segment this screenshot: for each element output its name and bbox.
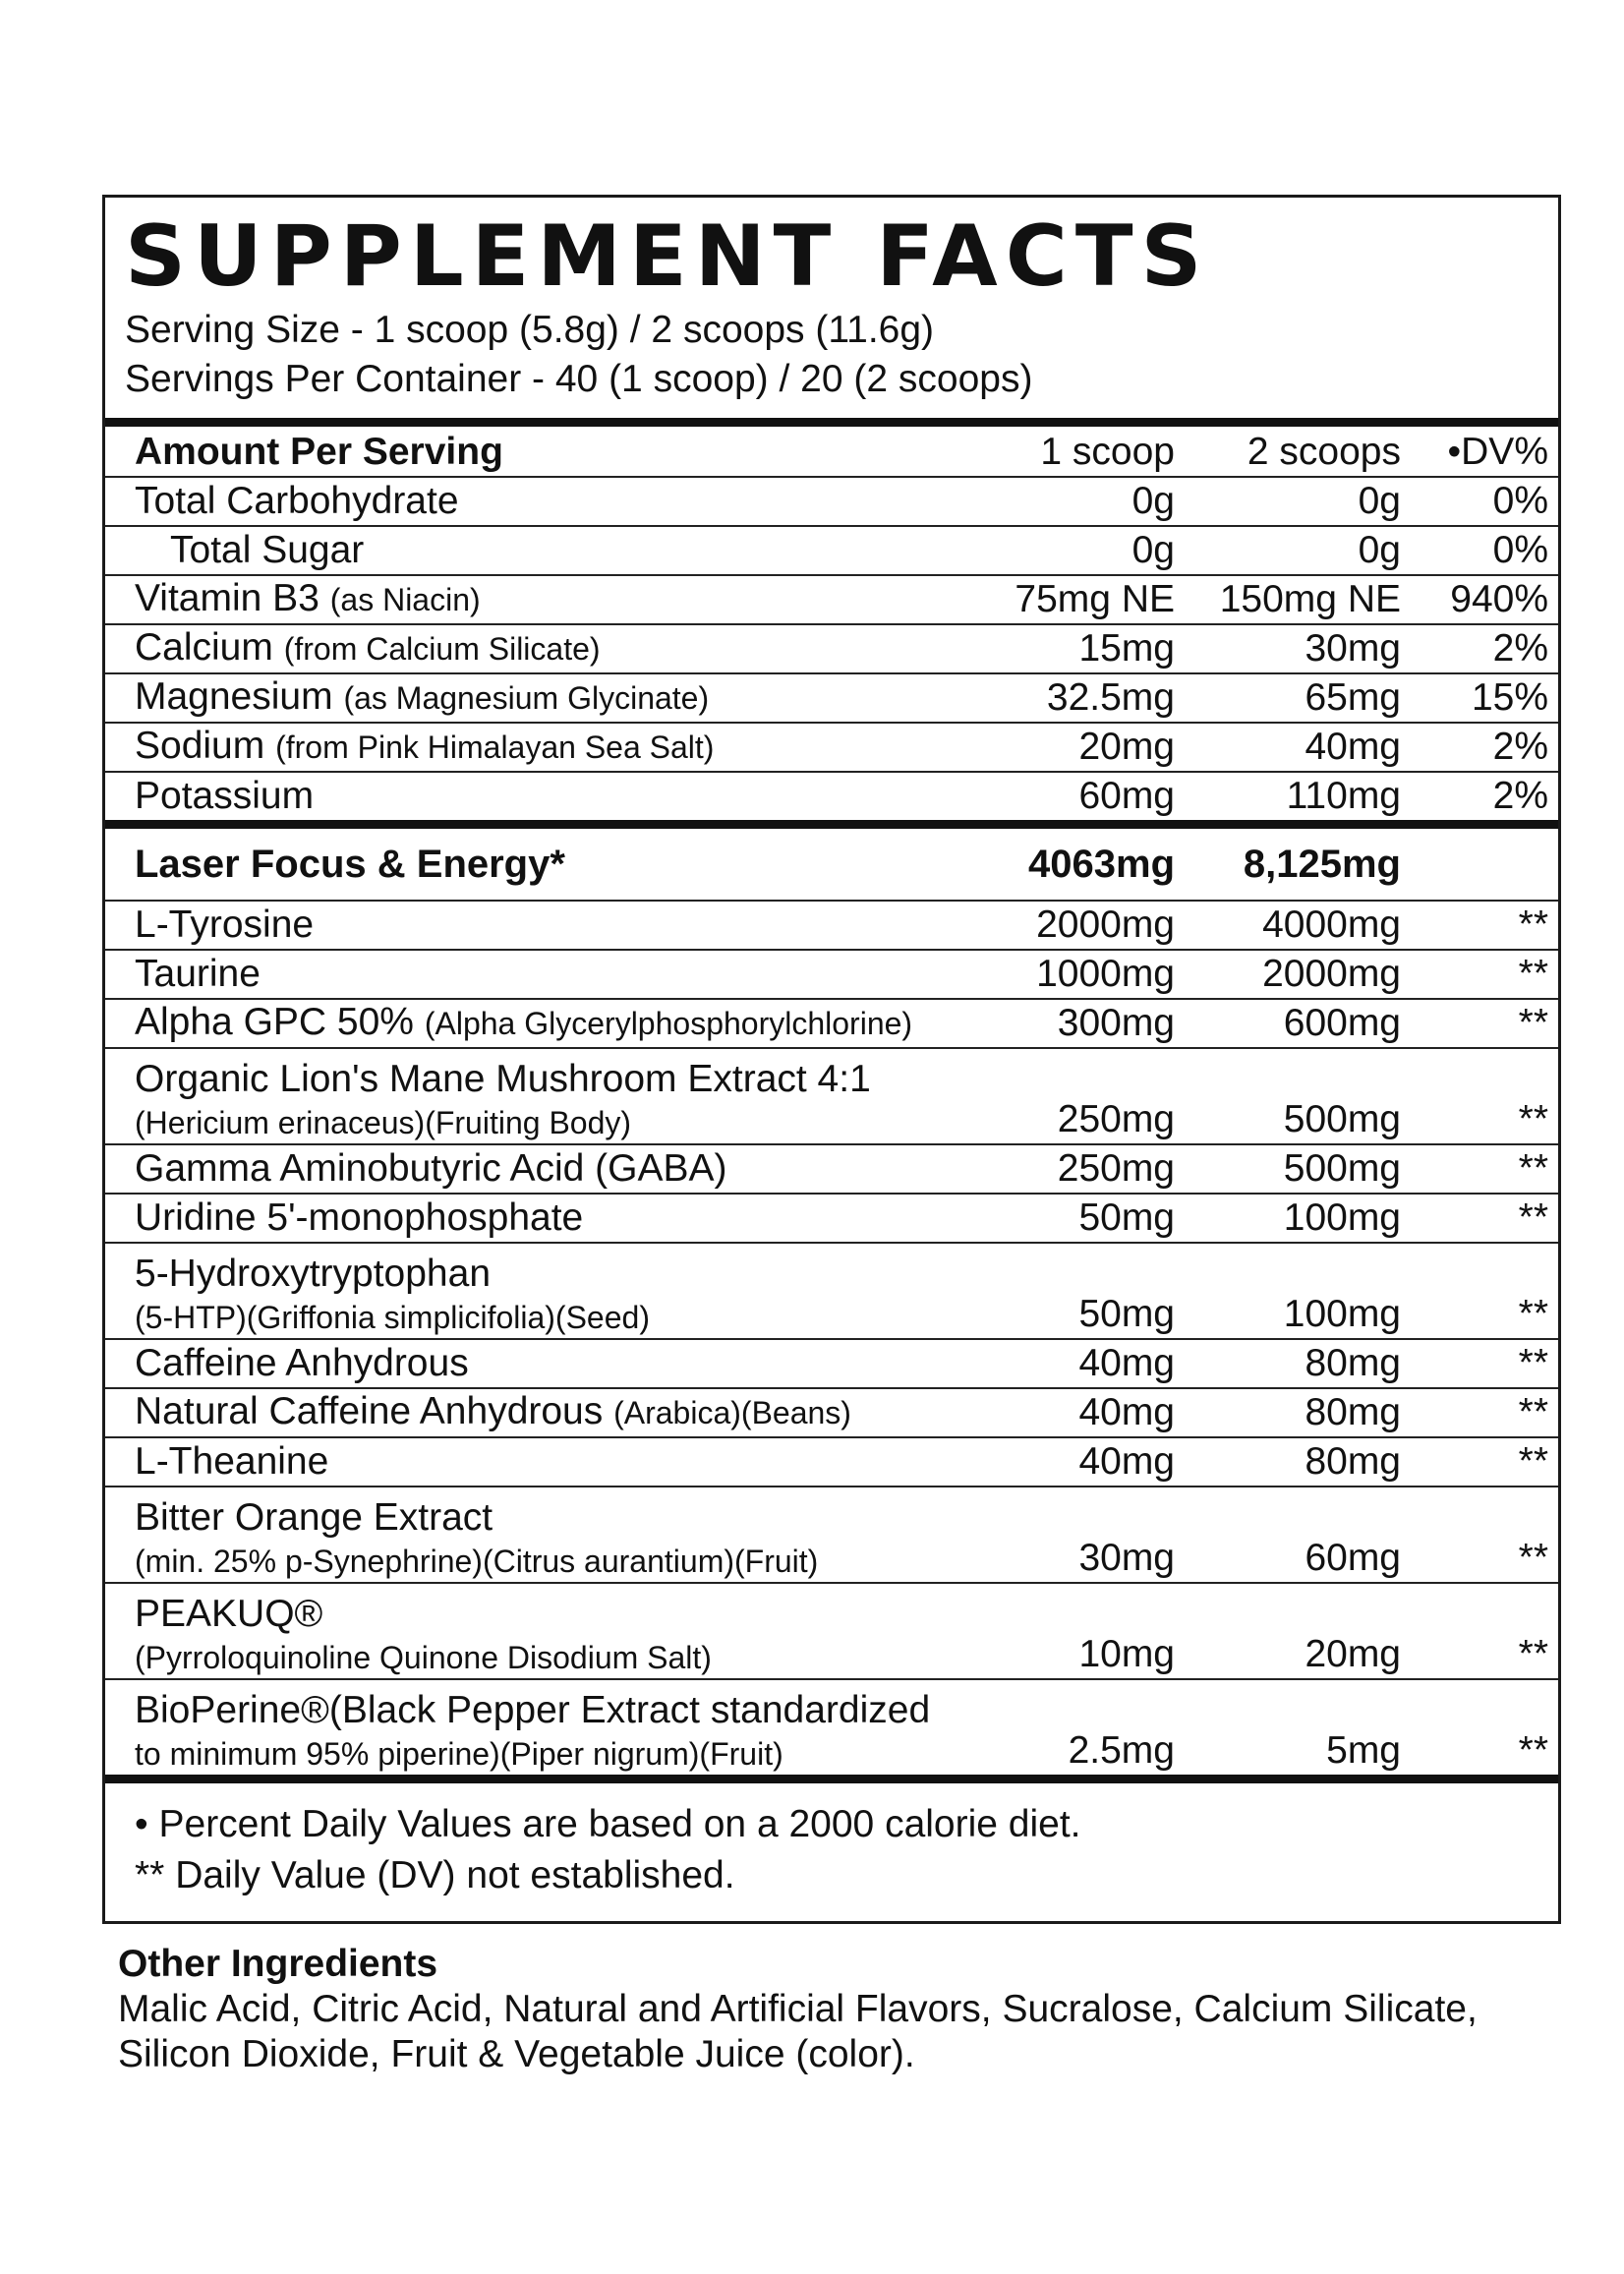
footnotes xyxy=(105,1783,1558,1921)
amount-two-scoops: 80mg xyxy=(1305,1342,1401,1384)
amount-one-scoop: 50mg xyxy=(1078,1293,1175,1335)
amount-two-scoops: 4000mg xyxy=(1262,904,1401,946)
daily-value: 2% xyxy=(1492,627,1548,670)
ingredient-name-main: L-Tyrosine xyxy=(135,904,315,946)
amount-two-scoops: 150mg NE xyxy=(1219,578,1401,620)
amount-two-scoops: 80mg xyxy=(1305,1440,1401,1483)
col-dv-header: •DV% xyxy=(1447,431,1548,473)
ingredient-row xyxy=(105,900,1558,949)
amount-two-scoops: 500mg xyxy=(1283,1098,1401,1140)
ingredient-name-main: Sodium xyxy=(135,725,265,767)
amount-two-scoops: 65mg xyxy=(1305,676,1401,719)
amount-per-serving-label: Amount Per Serving xyxy=(135,431,503,473)
daily-value: ** xyxy=(1518,1440,1548,1483)
ingredient-name-line-2: (Pyrroloquinoline Quinone Disodium Salt) xyxy=(135,1640,712,1675)
amount-one-scoop: 32.5mg xyxy=(1046,676,1175,719)
ingredient-row xyxy=(105,1047,1558,1143)
amount-two-scoops: 500mg xyxy=(1283,1147,1401,1190)
ingredient-row xyxy=(105,1338,1558,1387)
other-ingredients xyxy=(118,1942,1573,2077)
amount-one-scoop: 250mg xyxy=(1057,1098,1175,1140)
ingredient-name xyxy=(135,1592,978,1678)
ingredient-row xyxy=(105,1678,1558,1775)
ingredient-name-detail: (Arabica)(Beans) xyxy=(613,1395,851,1430)
ingredient-name-main: L-Theanine xyxy=(135,1440,329,1483)
daily-value: ** xyxy=(1518,1729,1548,1772)
amount-one-scoop: 2.5mg xyxy=(1068,1729,1175,1772)
ingredient-row xyxy=(105,1193,1558,1242)
ingredient-name-line-2: (min. 25% p-Synephrine)(Citrus aurantium)(Fruit) xyxy=(135,1544,819,1579)
daily-value: 2% xyxy=(1492,775,1548,817)
ingredient-name xyxy=(135,1340,978,1387)
daily-value: 0% xyxy=(1492,480,1548,522)
amount-one-scoop: 40mg xyxy=(1078,1440,1175,1483)
amount-one-scoop: 75mg NE xyxy=(1015,578,1175,620)
amount-one-scoop: 40mg xyxy=(1078,1391,1175,1433)
ingredient-name xyxy=(135,673,978,722)
amount-one-scoop: 60mg xyxy=(1078,775,1175,817)
daily-value: ** xyxy=(1518,1391,1548,1433)
ingredient-name-detail: (as Magnesium Glycinate) xyxy=(343,680,710,716)
amount-two-scoops: 110mg xyxy=(1286,775,1401,817)
blend-two-scoops: 8,125mg xyxy=(1243,843,1401,886)
ingredient-name xyxy=(135,1388,978,1436)
nutrient-row xyxy=(105,672,1558,722)
amount-two-scoops: 80mg xyxy=(1305,1391,1401,1433)
ingredient-row xyxy=(105,1486,1558,1582)
ingredient-row xyxy=(105,1242,1558,1338)
ingredient-name xyxy=(135,527,978,574)
daily-value: ** xyxy=(1518,1147,1548,1190)
amount-two-scoops: 0g xyxy=(1358,480,1401,522)
ingredient-name xyxy=(135,951,978,998)
other-ingredients-line-1: Malic Acid, Citric Acid, Natural and Artificial Flavors, Sucralose, Calcium Silicate, xyxy=(118,1988,1478,2030)
ingredient-name xyxy=(135,902,978,949)
ingredient-name-main: Alpha GPC 50% xyxy=(135,1001,414,1043)
ingredient-name-detail: (from Pink Himalayan Sea Salt) xyxy=(275,729,715,765)
ingredient-name-main: Gamma Aminobutyric Acid (GABA) xyxy=(135,1147,727,1190)
blend-one-scoop: 4063mg xyxy=(1028,843,1175,886)
ingredient-row xyxy=(105,1436,1558,1486)
amount-one-scoop: 300mg xyxy=(1057,1002,1175,1044)
blend-name: Laser Focus & Energy* xyxy=(135,843,565,886)
amount-two-scoops: 40mg xyxy=(1305,726,1401,768)
ingredient-name-line-2: to minimum 95% piperine)(Piper nigrum)(Fruit) xyxy=(135,1736,783,1772)
ingredient-name xyxy=(135,1057,978,1143)
amount-two-scoops: 5mg xyxy=(1326,1729,1401,1772)
ingredient-name-line-1: BioPerine®(Black Pepper Extract standardized xyxy=(135,1689,931,1731)
amount-two-scoops: 2000mg xyxy=(1262,953,1401,995)
daily-value: ** xyxy=(1518,1098,1548,1140)
daily-value: ** xyxy=(1518,953,1548,995)
ingredient-row xyxy=(105,1582,1558,1678)
amount-two-scoops: 0g xyxy=(1358,529,1401,571)
ingredient-name-main: Uridine 5'-monophosphate xyxy=(135,1196,584,1239)
ingredient-name xyxy=(135,575,978,623)
daily-value: 940% xyxy=(1450,578,1548,620)
amount-one-scoop: 50mg xyxy=(1078,1196,1175,1239)
daily-value: 0% xyxy=(1492,529,1548,571)
ingredient-row xyxy=(105,1143,1558,1193)
daily-value: ** xyxy=(1518,1196,1548,1239)
daily-value: ** xyxy=(1518,1537,1548,1579)
other-ingredients-line-2: Silicon Dioxide, Fruit & Vegetable Juice (color). xyxy=(118,2033,915,2075)
divider-bar xyxy=(105,1775,1558,1783)
amount-two-scoops: 60mg xyxy=(1305,1537,1401,1579)
amount-one-scoop: 20mg xyxy=(1078,726,1175,768)
ingredient-name xyxy=(135,773,978,820)
ingredient-name-line-1: PEAKUQ® xyxy=(135,1593,323,1635)
daily-value: ** xyxy=(1518,1002,1548,1044)
nutrient-row xyxy=(105,771,1558,820)
ingredient-name-detail: (Alpha Glycerylphosphorylchlorine) xyxy=(424,1006,913,1041)
amount-one-scoop: 0g xyxy=(1131,529,1175,571)
ingredient-name-main: Total Sugar xyxy=(170,529,365,571)
ingredient-name-detail: (from Calcium Silicate) xyxy=(283,631,601,667)
ingredient-name xyxy=(135,624,978,672)
ingredient-row xyxy=(105,949,1558,998)
ingredient-name-main: Potassium xyxy=(135,775,315,817)
amount-one-scoop: 250mg xyxy=(1057,1147,1175,1190)
divider-bar xyxy=(105,418,1558,427)
amount-one-scoop: 0g xyxy=(1131,480,1175,522)
ingredient-name xyxy=(135,1252,978,1338)
ingredient-name-line-1: Organic Lion's Mane Mushroom Extract 4:1 xyxy=(135,1058,871,1100)
amount-one-scoop: 2000mg xyxy=(1036,904,1175,946)
amount-one-scoop: 1000mg xyxy=(1036,953,1175,995)
daily-value: 2% xyxy=(1492,726,1548,768)
ingredient-name xyxy=(135,1145,978,1193)
ingredient-name-main: Magnesium xyxy=(135,675,333,718)
amount-two-scoops: 30mg xyxy=(1305,627,1401,670)
ingredient-name-main: Caffeine Anhydrous xyxy=(135,1342,469,1384)
nutrient-rows xyxy=(105,476,1558,820)
ingredient-name-line-1: 5-Hydroxytryptophan xyxy=(135,1253,492,1295)
ingredient-name-main: Vitamin B3 xyxy=(135,577,319,619)
ingredient-name xyxy=(135,478,978,525)
ingredient-name-detail: (as Niacin) xyxy=(329,582,481,617)
ingredient-name-main: Calcium xyxy=(135,626,273,669)
nutrient-row xyxy=(105,623,1558,672)
amount-one-scoop: 30mg xyxy=(1078,1537,1175,1579)
amount-one-scoop: 15mg xyxy=(1078,627,1175,670)
ingredient-name xyxy=(135,999,978,1047)
ingredient-row xyxy=(105,998,1558,1047)
amount-two-scoops: 600mg xyxy=(1283,1002,1401,1044)
nutrient-row xyxy=(105,525,1558,574)
ingredient-name xyxy=(135,1438,978,1486)
ingredient-row xyxy=(105,1387,1558,1436)
ingredient-name-line-2: (5-HTP)(Griffonia simplicifolia)(Seed) xyxy=(135,1300,650,1335)
supplement-facts-panel xyxy=(102,195,1561,1924)
amount-two-scoops: 100mg xyxy=(1283,1196,1401,1239)
daily-value: ** xyxy=(1518,904,1548,946)
amount-header-row xyxy=(105,427,1558,476)
amount-one-scoop: 40mg xyxy=(1078,1342,1175,1384)
ingredient-name-line-2: (Hericium erinaceus)(Fruiting Body) xyxy=(135,1105,632,1140)
amount-two-scoops: 20mg xyxy=(1305,1633,1401,1675)
ingredient-name xyxy=(135,723,978,771)
divider-bar xyxy=(105,820,1558,829)
amount-one-scoop: 10mg xyxy=(1078,1633,1175,1675)
ingredient-name-main: Natural Caffeine Anhydrous xyxy=(135,1390,604,1432)
ingredient-name xyxy=(135,1195,978,1242)
blend-row xyxy=(105,829,1558,900)
ingredient-rows xyxy=(105,900,1558,1775)
col-one-scoop-header: 1 scoop xyxy=(1040,431,1175,473)
ingredient-name xyxy=(135,1688,978,1775)
nutrient-row xyxy=(105,476,1558,525)
ingredient-name-line-1: Bitter Orange Extract xyxy=(135,1496,493,1539)
servings-per-container: Servings Per Container - 40 (1 scoop) / 20 (2 scoops) xyxy=(125,358,1033,400)
nutrient-row xyxy=(105,722,1558,771)
ingredient-name-main: Total Carbohydrate xyxy=(135,480,459,522)
daily-value: ** xyxy=(1518,1633,1548,1675)
col-two-scoops-header: 2 scoops xyxy=(1247,431,1401,473)
footnote-dv-basis: • Percent Daily Values are based on a 2000 calorie diet. xyxy=(135,1803,1081,1845)
panel-title: SUPPLEMENT FACTS xyxy=(125,207,1210,306)
ingredient-name-main: Taurine xyxy=(135,953,261,995)
nutrient-row xyxy=(105,574,1558,623)
other-ingredients-heading: Other Ingredients xyxy=(118,1943,438,1985)
daily-value: ** xyxy=(1518,1293,1548,1335)
panel-header xyxy=(105,198,1558,418)
ingredient-name xyxy=(135,1495,978,1582)
serving-size: Serving Size - 1 scoop (5.8g) / 2 scoops (11.6g) xyxy=(125,309,935,351)
footnote-not-established: ** Daily Value (DV) not established. xyxy=(135,1854,735,1896)
daily-value: ** xyxy=(1518,1342,1548,1384)
amount-two-scoops: 100mg xyxy=(1283,1293,1401,1335)
daily-value: 15% xyxy=(1471,676,1548,719)
